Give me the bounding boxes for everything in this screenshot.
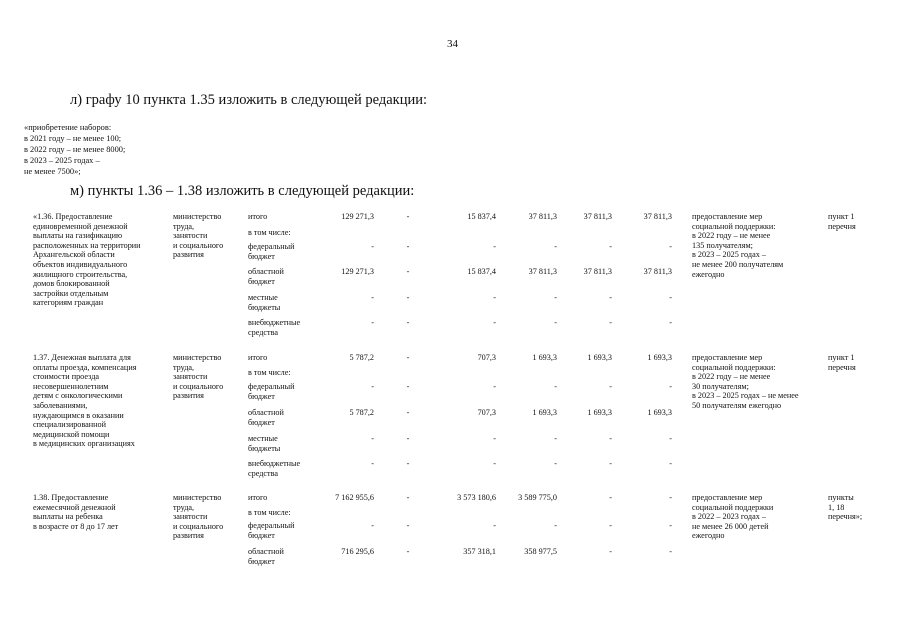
row-138-federal-v4: - [554, 521, 557, 530]
row-137-federal-v2: - [406, 382, 410, 391]
row-136-local-v5: - [609, 293, 612, 302]
row-136-regional-v4: 37 811,3 [528, 267, 557, 276]
row-137-regional-v2: - [406, 408, 410, 417]
row-138-total-v6: - [669, 493, 672, 502]
row-138-federal-v5: - [609, 521, 612, 530]
row-138-regional-v1: 716 295,6 [341, 547, 374, 556]
row-137-description: 1.37. Денежная выплата для оплаты проезда, компенсация стоимости проезда несовершеннолетним детям с онкологическими заболеваниями, нуждающимся в оказании специализированной медицинской помощи в медицинских организациях [33, 353, 137, 449]
row-137-extra-v3: - [493, 459, 496, 468]
row-138-label-total: итого [248, 493, 268, 502]
row-137-federal-v5: - [609, 382, 612, 391]
row-137-federal-v4: - [554, 382, 557, 391]
row-137-local-v3: - [493, 434, 496, 443]
row-138-label-regional: областной бюджет [248, 547, 284, 566]
row-136-label-extra: внебюджетные средства [248, 318, 301, 337]
row-136-local-v2: - [406, 293, 410, 302]
row-136-executor: министерство труда, занятости и социального развития [173, 212, 224, 260]
row-137-total-v3: 707,3 [477, 353, 496, 362]
row-137-regional-v1: 5 787,2 [349, 408, 374, 417]
row-136-label-local: местные бюджеты [248, 293, 281, 312]
row-138-total-v3: 3 573 180,6 [457, 493, 496, 502]
row-136-extra-v5: - [609, 318, 612, 327]
row-136-federal-v4: - [554, 242, 557, 251]
row-137-total-v1: 5 787,2 [349, 353, 374, 362]
row-138-federal-v6: - [669, 521, 672, 530]
row-136-extra-v6: - [669, 318, 672, 327]
row-137-extra-v1: - [371, 459, 374, 468]
row-138-total-v4: 3 589 775,0 [518, 493, 557, 502]
row-138-total-v5: - [609, 493, 612, 502]
row-137-federal-v6: - [669, 382, 672, 391]
row-138-regional-v4: 358 977,5 [524, 547, 557, 556]
row-136-total-v6: 37 811,3 [643, 212, 672, 221]
row-136-federal-v5: - [609, 242, 612, 251]
row-136-extra-v3: - [493, 318, 496, 327]
row-136-regional-v2: - [406, 267, 410, 276]
row-137-label-regional: областной бюджет [248, 408, 284, 427]
row-137-total-v2: - [406, 353, 410, 362]
row-136-label-incl: в том числе: [248, 228, 291, 237]
row-137-label-total: итого [248, 353, 268, 362]
row-136-regional-v3: 15 837,4 [467, 267, 496, 276]
row-138-reference: пункты 1, 18 перечня»; [828, 493, 863, 522]
row-137-label-incl: в том числе: [248, 368, 291, 377]
row-136-local-v6: - [669, 293, 672, 302]
row-136-federal-v6: - [669, 242, 672, 251]
row-136-extra-v2: - [406, 318, 410, 327]
row-137-local-v1: - [371, 434, 374, 443]
row-136-federal-v2: - [406, 242, 410, 251]
row-137-federal-v3: - [493, 382, 496, 391]
row-136-federal-v1: - [371, 242, 374, 251]
row-136-reference: пункт 1 перечня [828, 212, 856, 231]
row-137-reference: пункт 1 перечня [828, 353, 856, 372]
page-number: 34 [447, 38, 458, 50]
row-137-federal-v1: - [371, 382, 374, 391]
row-138-regional-v3: 357 318,1 [463, 547, 496, 556]
row-136-regional-v5: 37 811,3 [583, 267, 612, 276]
row-136-label-regional: областной бюджет [248, 267, 284, 286]
row-138-federal-v2: - [406, 521, 410, 530]
row-137-extra-v5: - [609, 459, 612, 468]
quoted-text-block: «приобретение наборов: в 2021 году – не менее 100; в 2022 году – не менее 8000; в 2023 – 2025 годах – не менее 7500»; [24, 123, 126, 176]
row-136-description: «1.36. Предоставление единовременной денежной выплаты на газификацию расположенных на территории Архангельской области объектов индивидуального жилищного строительства, домов блокированной застройки отдельным категориям граждан [33, 212, 141, 308]
row-136-label-federal: федеральный бюджет [248, 242, 295, 261]
row-136-local-v3: - [493, 293, 496, 302]
row-138-federal-v3: - [493, 521, 496, 530]
heading-item-m: м) пункты 1.36 – 1.38 изложить в следующей редакции: [70, 183, 415, 199]
row-138-description: 1.38. Предоставление ежемесячной денежной выплаты на ребенка в возрасте от 8 до 17 лет [33, 493, 119, 531]
row-138-total-v2: - [406, 493, 410, 502]
row-137-total-v5: 1 693,3 [587, 353, 612, 362]
row-136-federal-v3: - [493, 242, 496, 251]
row-137-regional-v5: 1 693,3 [587, 408, 612, 417]
row-137-regional-v4: 1 693,3 [532, 408, 557, 417]
row-138-total-v1: 7 162 955,6 [335, 493, 374, 502]
row-137-local-v5: - [609, 434, 612, 443]
heading-item-l: л) графу 10 пункта 1.35 изложить в следующей редакции: [70, 92, 428, 108]
row-137-extra-v4: - [554, 459, 557, 468]
row-136-extra-v1: - [371, 318, 374, 327]
row-137-result: предоставление мер социальной поддержки: в 2022 году – не менее 30 получателям; в 2023 – 2025 годах – не менее 50 получателям ежегодно [692, 353, 799, 410]
row-137-extra-v2: - [406, 459, 410, 468]
row-138-regional-v2: - [406, 547, 410, 556]
row-138-regional-v5: - [609, 547, 612, 556]
row-137-label-extra: внебюджетные средства [248, 459, 301, 478]
row-137-total-v4: 1 693,3 [532, 353, 557, 362]
row-137-executor: министерство труда, занятости и социального развития [173, 353, 224, 401]
row-136-total-v1: 129 271,3 [341, 212, 374, 221]
row-137-local-v6: - [669, 434, 672, 443]
row-136-total-v2: - [406, 212, 410, 221]
row-137-regional-v6: 1 693,3 [647, 408, 672, 417]
row-137-label-federal: федеральный бюджет [248, 382, 295, 401]
row-137-local-v2: - [406, 434, 410, 443]
row-137-local-v4: - [554, 434, 557, 443]
row-136-local-v1: - [371, 293, 374, 302]
row-137-extra-v6: - [669, 459, 672, 468]
row-138-result: предоставление мер социальной поддержки в 2022 – 2023 годах – не менее 26 000 детей ежегодно [692, 493, 774, 541]
row-138-federal-v1: - [371, 521, 374, 530]
row-138-executor: министерство труда, занятости и социального развития [173, 493, 224, 541]
row-136-regional-v6: 37 811,3 [643, 267, 672, 276]
row-136-label-total: итого [248, 212, 268, 221]
row-136-total-v5: 37 811,3 [583, 212, 612, 221]
row-137-label-local: местные бюджеты [248, 434, 281, 453]
row-136-local-v4: - [554, 293, 557, 302]
row-136-extra-v4: - [554, 318, 557, 327]
row-136-total-v4: 37 811,3 [528, 212, 557, 221]
row-138-regional-v6: - [669, 547, 672, 556]
row-137-total-v6: 1 693,3 [647, 353, 672, 362]
row-138-label-federal: федеральный бюджет [248, 521, 295, 540]
row-136-result: предоставление мер социальной поддержки: в 2022 году – не менее 135 получателям; в 2023 – 2025 годах – не менее 200 получателям ежегодно [692, 212, 784, 279]
row-136-total-v3: 15 837,4 [467, 212, 496, 221]
row-137-regional-v3: 707,3 [477, 408, 496, 417]
row-138-label-incl: в том числе: [248, 508, 291, 517]
row-136-regional-v1: 129 271,3 [341, 267, 374, 276]
